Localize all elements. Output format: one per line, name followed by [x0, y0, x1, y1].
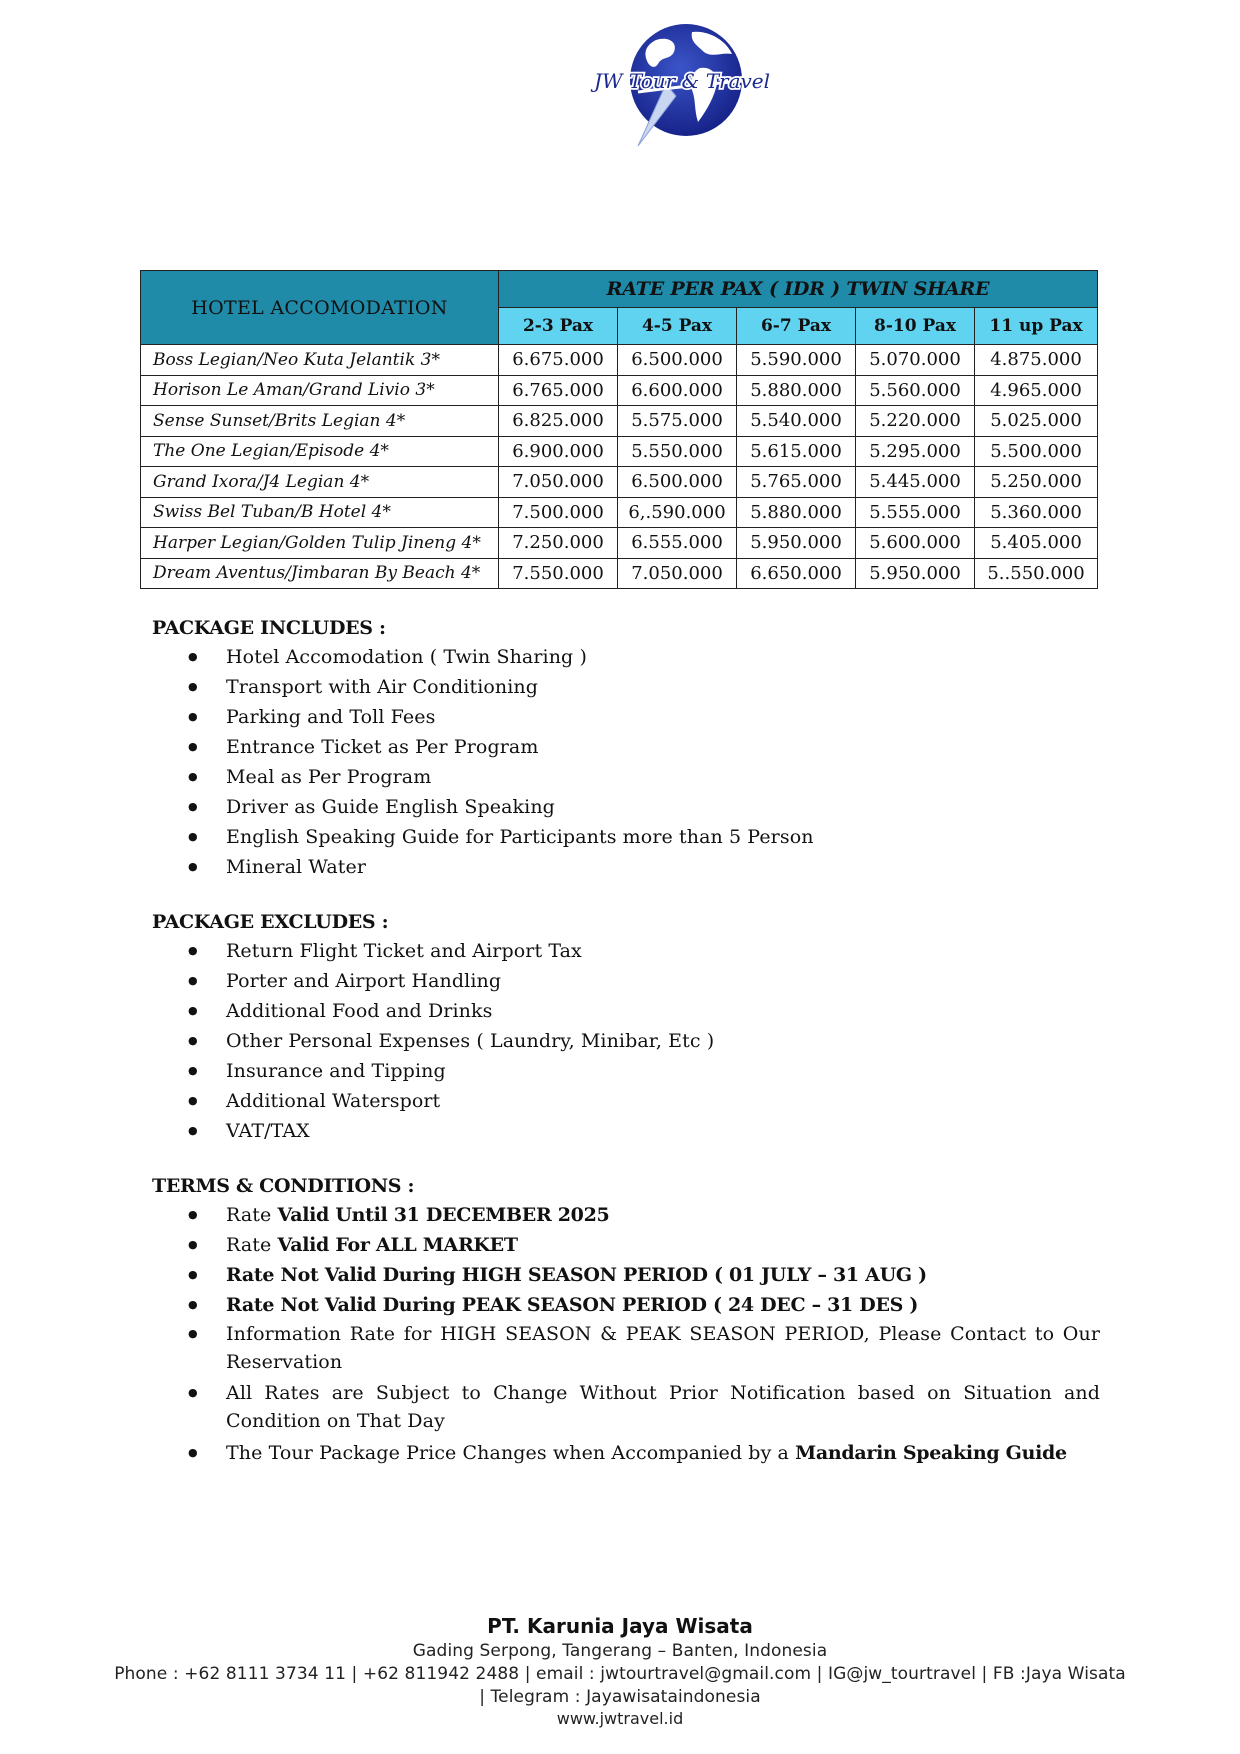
terms-list: [152, 1200, 1100, 1468]
table-row: [141, 497, 1098, 528]
list-item: ● Additional Food and Drinks: [152, 996, 1112, 1026]
company-logo: [593, 18, 771, 156]
footer: [0, 1612, 1240, 1729]
rate-cell: 5.600.000: [856, 528, 975, 559]
hotel-name: Sense Sunset/Brits Legian 4*: [141, 406, 499, 437]
pax-header: 6-7 Pax: [737, 308, 856, 345]
hotel-name: Swiss Bel Tuban/B Hotel 4*: [141, 497, 499, 528]
list-item: [152, 1260, 1100, 1290]
rate-cell: 7.050.000: [618, 558, 737, 589]
company-name: PT. Karunia Jaya Wisata: [487, 1614, 753, 1638]
rate-cell: 6.765.000: [499, 375, 618, 406]
list-item: ● Transport with Air Conditioning: [152, 672, 1112, 702]
rate-cell: 5.070.000: [856, 345, 975, 376]
rate-cell: 5.880.000: [737, 497, 856, 528]
list-item: ● All Rates are Subject to Change Without Prior Notification based on Situation and Condition on That Day: [152, 1379, 1100, 1435]
table-row: [141, 558, 1098, 589]
list-item: ● English Speaking Guide for Participants more than 5 Person: [152, 822, 1112, 852]
hotel-name: Harper Legian/Golden Tulip Jineng 4*: [141, 528, 499, 559]
rate-cell: 5.560.000: [856, 375, 975, 406]
rate-cell: 4.875.000: [975, 345, 1098, 376]
list-item: ● Return Flight Ticket and Airport Tax: [152, 936, 1112, 966]
list-item: ● Information Rate for HIGH SEASON & PEAK SEASON PERIOD, Please Contact to Our Reservation: [152, 1320, 1100, 1376]
pax-header: 8-10 Pax: [856, 308, 975, 345]
list-item: ● Hotel Accomodation ( Twin Sharing ): [152, 642, 1112, 672]
rate-table: [140, 270, 1098, 589]
term-bold: Mandarin Speaking Guide: [795, 1442, 1067, 1464]
table-row: [141, 345, 1098, 376]
term-bold: Valid Until 31 DECEMBER 2025: [277, 1204, 610, 1226]
hotel-name: Dream Aventus/Jimbaran By Beach 4*: [141, 558, 499, 589]
term-prefix: Rate: [226, 1234, 278, 1256]
list-item: [152, 1438, 1100, 1468]
rate-cell: 6.675.000: [499, 345, 618, 376]
table-row: [141, 436, 1098, 467]
term-prefix: The Tour Package Price Changes when Accompanied by a: [226, 1442, 796, 1464]
logo-text: JW Tour & Travel: [593, 69, 771, 93]
rate-cell: 5.590.000: [737, 345, 856, 376]
rate-cell: 7.550.000: [499, 558, 618, 589]
rate-cell: 5.445.000: [856, 467, 975, 498]
rate-cell: 5.405.000: [975, 528, 1098, 559]
list-item: ● Meal as Per Program: [152, 762, 1112, 792]
list-item: [152, 1290, 1100, 1320]
rate-cell: 5.575.000: [618, 406, 737, 437]
rate-cell: 5.880.000: [737, 375, 856, 406]
rate-cell: 4.965.000: [975, 375, 1098, 406]
rate-cell: 5..550.000: [975, 558, 1098, 589]
section-title: PACKAGE EXCLUDES :: [152, 911, 389, 933]
section-title: PACKAGE INCLUDES :: [152, 617, 386, 639]
website-link[interactable]: www.jwtravel.id: [556, 1709, 684, 1728]
section-title: TERMS & CONDITIONS :: [152, 1175, 415, 1197]
hotel-name: Boss Legian/Neo Kuta Jelantik 3*: [141, 345, 499, 376]
rate-cell: 5.295.000: [856, 436, 975, 467]
rate-cell: 6.555.000: [618, 528, 737, 559]
rate-cell: 5.950.000: [856, 558, 975, 589]
rate-cell: 5.250.000: [975, 467, 1098, 498]
hotel-name: The One Legian/Episode 4*: [141, 436, 499, 467]
rate-cell: 5.220.000: [856, 406, 975, 437]
table-row: [141, 528, 1098, 559]
hotel-name: Horison Le Aman/Grand Livio 3*: [141, 375, 499, 406]
telegram-info: | Telegram : Jayawisataindonesia: [479, 1687, 761, 1707]
excludes-list: [152, 936, 1112, 1146]
list-item: ● Parking and Toll Fees: [152, 702, 1112, 732]
list-item: ● Porter and Airport Handling: [152, 966, 1112, 996]
term-prefix: Rate: [226, 1204, 278, 1226]
rate-cell: 5.550.000: [618, 436, 737, 467]
contact-info: Phone : +62 8111 3734 11 | +62 811942 2488 | email : jwtourtravel@gmail.com | IG@jw_tourtravel | FB :Jaya Wisata: [114, 1664, 1126, 1684]
rate-cell: 5.615.000: [737, 436, 856, 467]
includes-list: [152, 642, 1112, 882]
rate-cell: 6.650.000: [737, 558, 856, 589]
table-row: [141, 406, 1098, 437]
list-item: ● Other Personal Expenses ( Laundry, Minibar, Etc ): [152, 1026, 1112, 1056]
list-item: ● Entrance Ticket as Per Program: [152, 732, 1112, 762]
rate-cell: 6.900.000: [499, 436, 618, 467]
hotel-name: Grand Ixora/J4 Legian 4*: [141, 467, 499, 498]
rate-cell: 6,.590.000: [618, 497, 737, 528]
pax-header: 2-3 Pax: [499, 308, 618, 345]
company-address: Gading Serpong, Tangerang – Banten, Indonesia: [412, 1641, 828, 1661]
term-bold: Valid For ALL MARKET: [277, 1234, 518, 1256]
term-bold: Rate Not Valid During PEAK SEASON PERIOD ( 24 DEC – 31 DES ): [226, 1294, 919, 1316]
list-item: ● Driver as Guide English Speaking: [152, 792, 1112, 822]
rate-cell: 6.600.000: [618, 375, 737, 406]
table-row: [141, 375, 1098, 406]
terms-conditions-section: [152, 1172, 1100, 1468]
rate-cell: 7.050.000: [499, 467, 618, 498]
rate-cell: 5.950.000: [737, 528, 856, 559]
term-bold: Rate Not Valid During HIGH SEASON PERIOD ( 01 JULY – 31 AUG ): [226, 1264, 927, 1286]
pax-header: 11 up Pax: [975, 308, 1098, 345]
list-item: [152, 1200, 1100, 1230]
list-item: ● Insurance and Tipping: [152, 1056, 1112, 1086]
rate-cell: 6.500.000: [618, 345, 737, 376]
package-excludes-section: [152, 908, 1112, 1146]
list-item: ● Additional Watersport: [152, 1086, 1112, 1116]
rate-cell: 7.500.000: [499, 497, 618, 528]
rate-cell: 7.250.000: [499, 528, 618, 559]
package-includes-section: [152, 614, 1112, 882]
rate-per-pax-header: RATE PER PAX ( IDR ) TWIN SHARE: [499, 271, 1098, 308]
list-item: [152, 1230, 1100, 1260]
rate-cell: 5.360.000: [975, 497, 1098, 528]
rate-cell: 5.555.000: [856, 497, 975, 528]
rate-cell: 6.825.000: [499, 406, 618, 437]
rate-cell: 5.765.000: [737, 467, 856, 498]
rate-cell: 5.540.000: [737, 406, 856, 437]
hotel-accommodation-header: HOTEL ACCOMODATION: [141, 271, 499, 345]
list-item: ● Mineral Water: [152, 852, 1112, 882]
rate-cell: 5.500.000: [975, 436, 1098, 467]
table-row: [141, 467, 1098, 498]
rate-cell: 6.500.000: [618, 467, 737, 498]
list-item: ● VAT/TAX: [152, 1116, 1112, 1146]
pax-header: 4-5 Pax: [618, 308, 737, 345]
rate-cell: 5.025.000: [975, 406, 1098, 437]
